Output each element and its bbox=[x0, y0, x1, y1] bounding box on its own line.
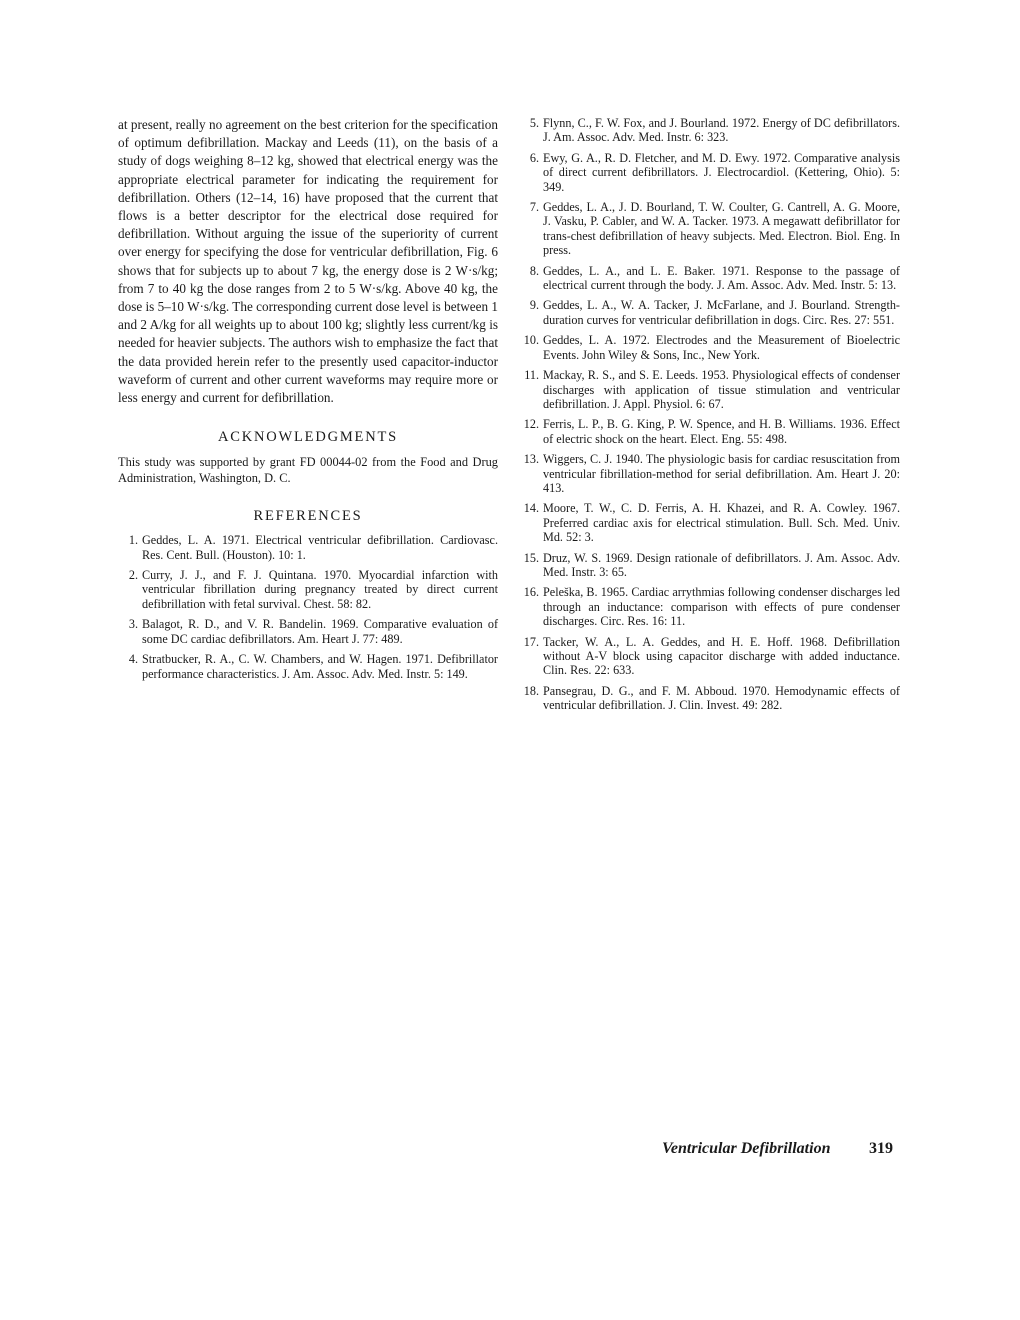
reference-item bbox=[519, 264, 900, 293]
reference-number: 4. bbox=[128, 652, 138, 667]
reference-text: Geddes, L. A., J. D. Bourland, T. W. Coulter, G. Cantrell, A. G. Moore, J. Vasku, P. Cabler, and W. A. Tacker. 1973. A megawatt defibrillator for trans-chest defibrillation of heavy subjects. Med. Electron. Biol. Eng. In press. bbox=[543, 200, 900, 258]
reference-number: 1. bbox=[128, 533, 138, 548]
reference-number: 11. bbox=[524, 368, 539, 383]
reference-item bbox=[519, 452, 900, 495]
reference-item bbox=[118, 568, 498, 611]
reference-number: 2. bbox=[128, 568, 138, 583]
reference-item bbox=[519, 501, 900, 544]
reference-text: Geddes, L. A. 1972. Electrodes and the Measurement of Bioelectric Events. John Wiley & Sons, Inc., New York. bbox=[543, 333, 900, 362]
reference-text: Stratbucker, R. A., C. W. Chambers, and W. Hagen. 1971. Defibrillator performance characteristics. J. Am. Assoc. Adv. Med. Instr. 5: 149. bbox=[142, 652, 498, 681]
reference-item bbox=[519, 417, 900, 446]
reference-text: Geddes, L. A., W. A. Tacker, J. McFarlane, and J. Bourland. Strength-duration curves for ventricular defibrillation in dogs. Circ. Res. 27: 551. bbox=[543, 298, 900, 327]
running-title: Ventricular Defibrillation bbox=[662, 1140, 831, 1157]
body-paragraph: at present, really no agreement on the best criterion for the specification of optimum defibrillation. Mackay and Leeds (11), on the basis of a study of dogs weighing 8–12 kg, showed that electrical energy was the appropriate electrical parameter for indicating the requirement for defibrillation. Others (12–14, 16) have proposed that the current that flows is a better descriptor for the electrical dose required for defibrillation. Without arguing the issue of the superiority of current over energy for specifying the dose for ventricular defibrillation, Fig. 6 shows that for subjects up to about 7 kg, the energy dose is 2 W·s/kg; from 7 to 40 kg the dose ranges from 2 to 5 W·s/kg. Above 40 kg, the dose is 5–10 W·s/kg. The corresponding current dose level is between 1 and 2 A/kg for all weights up to about 100 kg; slightly less current/kg is needed for heavier subjects. The authors wish to emphasize the fact that the data provided herein refer to the presently used capacitor-inductor waveform of current and other current waveforms may require more or less energy and current for defibrillation. bbox=[118, 117, 498, 406]
reference-text: Mackay, R. S., and S. E. Leeds. 1953. Physiological effects of condenser discharges with application of tissue stimulation and ventricular defibrillation. J. Appl. Physiol. 6: 67. bbox=[543, 368, 900, 411]
reference-text: Balagot, R. D., and V. R. Bandelin. 1969. Comparative evaluation of some DC cardiac defibrillators. Am. Heart J. 77: 489. bbox=[142, 617, 498, 646]
reference-item bbox=[519, 684, 900, 713]
reference-number: 6. bbox=[529, 150, 539, 165]
reference-text: Ewy, G. A., R. D. Fletcher, and M. D. Ewy. 1972. Comparative analysis of direct current defibrillators. J. Electrocardiol. (Kettering, Ohio). 5: 349. bbox=[543, 150, 900, 194]
reference-number: 8. bbox=[529, 263, 539, 278]
reference-number: 12. bbox=[523, 417, 539, 432]
reference-item bbox=[118, 533, 498, 562]
reference-number: 5. bbox=[529, 116, 539, 130]
reference-item bbox=[519, 635, 900, 678]
acknowledgments-heading: ACKNOWLEDGMENTS bbox=[217, 429, 399, 446]
reference-text: Wiggers, C. J. 1940. The physiologic basis for cardiac resuscitation from ventricular fibrillation-method for serial defibrillation. Am. Heart J. 20: 413. bbox=[543, 452, 900, 495]
reference-text: Moore, T. W., C. D. Ferris, A. H. Khazei, and R. A. Cowley. 1967. Preferred cardiac axis for electrical stimulation. Bull. Sch. Med. Univ. Md. 52: 3. bbox=[543, 501, 900, 545]
reference-text: Ferris, L. P., B. G. King, P. W. Spence, and H. B. Williams. 1936. Effect of electric shock on the heart. Elect. Eng. 55: 498. bbox=[543, 417, 900, 446]
reference-item bbox=[519, 151, 900, 194]
reference-item bbox=[118, 617, 498, 646]
reference-item bbox=[519, 551, 900, 580]
reference-number: 9. bbox=[529, 298, 539, 313]
reference-list-left bbox=[118, 533, 498, 681]
references-heading: REFERENCES bbox=[253, 508, 363, 525]
reference-number: 14. bbox=[523, 501, 539, 516]
reference-text: Geddes, L. A. 1971. Electrical ventricular defibrillation. Cardiovasc. Res. Cent. Bull. (Houston). 10: 1. bbox=[142, 533, 498, 562]
reference-list-right bbox=[519, 116, 900, 713]
reference-number: 15. bbox=[523, 550, 539, 565]
reference-text: Tacker, W. A., L. A. Geddes, and H. E. Hoff. 1968. Defibrillation without A-V block using capacitor discharge with added inductance. Clin. Res. 22: 633. bbox=[543, 634, 900, 678]
reference-item bbox=[519, 116, 900, 145]
reference-number: 18. bbox=[523, 683, 539, 698]
right-column bbox=[519, 116, 900, 719]
reference-text: Geddes, L. A., and L. E. Baker. 1971. Response to the passage of electrical current through the body. J. Am. Assoc. Adv. Med. Instr. 5: 13. bbox=[543, 263, 900, 293]
page-number: 319 bbox=[869, 1140, 893, 1157]
reference-text: Flynn, C., F. W. Fox, and J. Bourland. 1972. Energy of DC defibrillators. J. Am. Assoc. Adv. Med. Instr. 6: 323. bbox=[543, 116, 900, 145]
reference-number: 13. bbox=[523, 452, 539, 467]
reference-number: 10. bbox=[523, 333, 539, 348]
reference-item bbox=[519, 585, 900, 628]
reference-item bbox=[118, 652, 498, 681]
reference-number: 16. bbox=[523, 585, 539, 600]
reference-item bbox=[519, 333, 900, 362]
reference-item bbox=[519, 200, 900, 258]
reference-text: Pansegrau, D. G., and F. M. Abboud. 1970. Hemodynamic effects of ventricular defibrillation. J. Clin. Invest. 49: 282. bbox=[543, 683, 900, 713]
reference-text: Curry, J. J., and F. J. Quintana. 1970. Myocardial infarction with ventricular fibrillation during pregnancy treated by direct current defibrillation with fetal survival. Chest. 58: 82. bbox=[142, 568, 498, 611]
acknowledgments-text: This study was supported by grant FD 00044-02 from the Food and Drug Administration, Washington, D. C. bbox=[118, 455, 498, 486]
reference-number: 7. bbox=[529, 200, 539, 215]
left-column bbox=[118, 116, 498, 687]
reference-item bbox=[519, 298, 900, 327]
reference-item bbox=[519, 368, 900, 411]
reference-number: 17. bbox=[523, 634, 539, 649]
reference-text: Peleška, B. 1965. Cardiac arrythmias following condenser discharges led through an inductance: comparison with effects of pure condenser discharges. Circ. Res. 16: 11. bbox=[543, 585, 900, 629]
reference-number: 3. bbox=[128, 617, 138, 632]
reference-text: Druz, W. S. 1969. Design rationale of defibrillators. J. Am. Assoc. Adv. Med. Instr. 3: 65. bbox=[543, 550, 900, 579]
